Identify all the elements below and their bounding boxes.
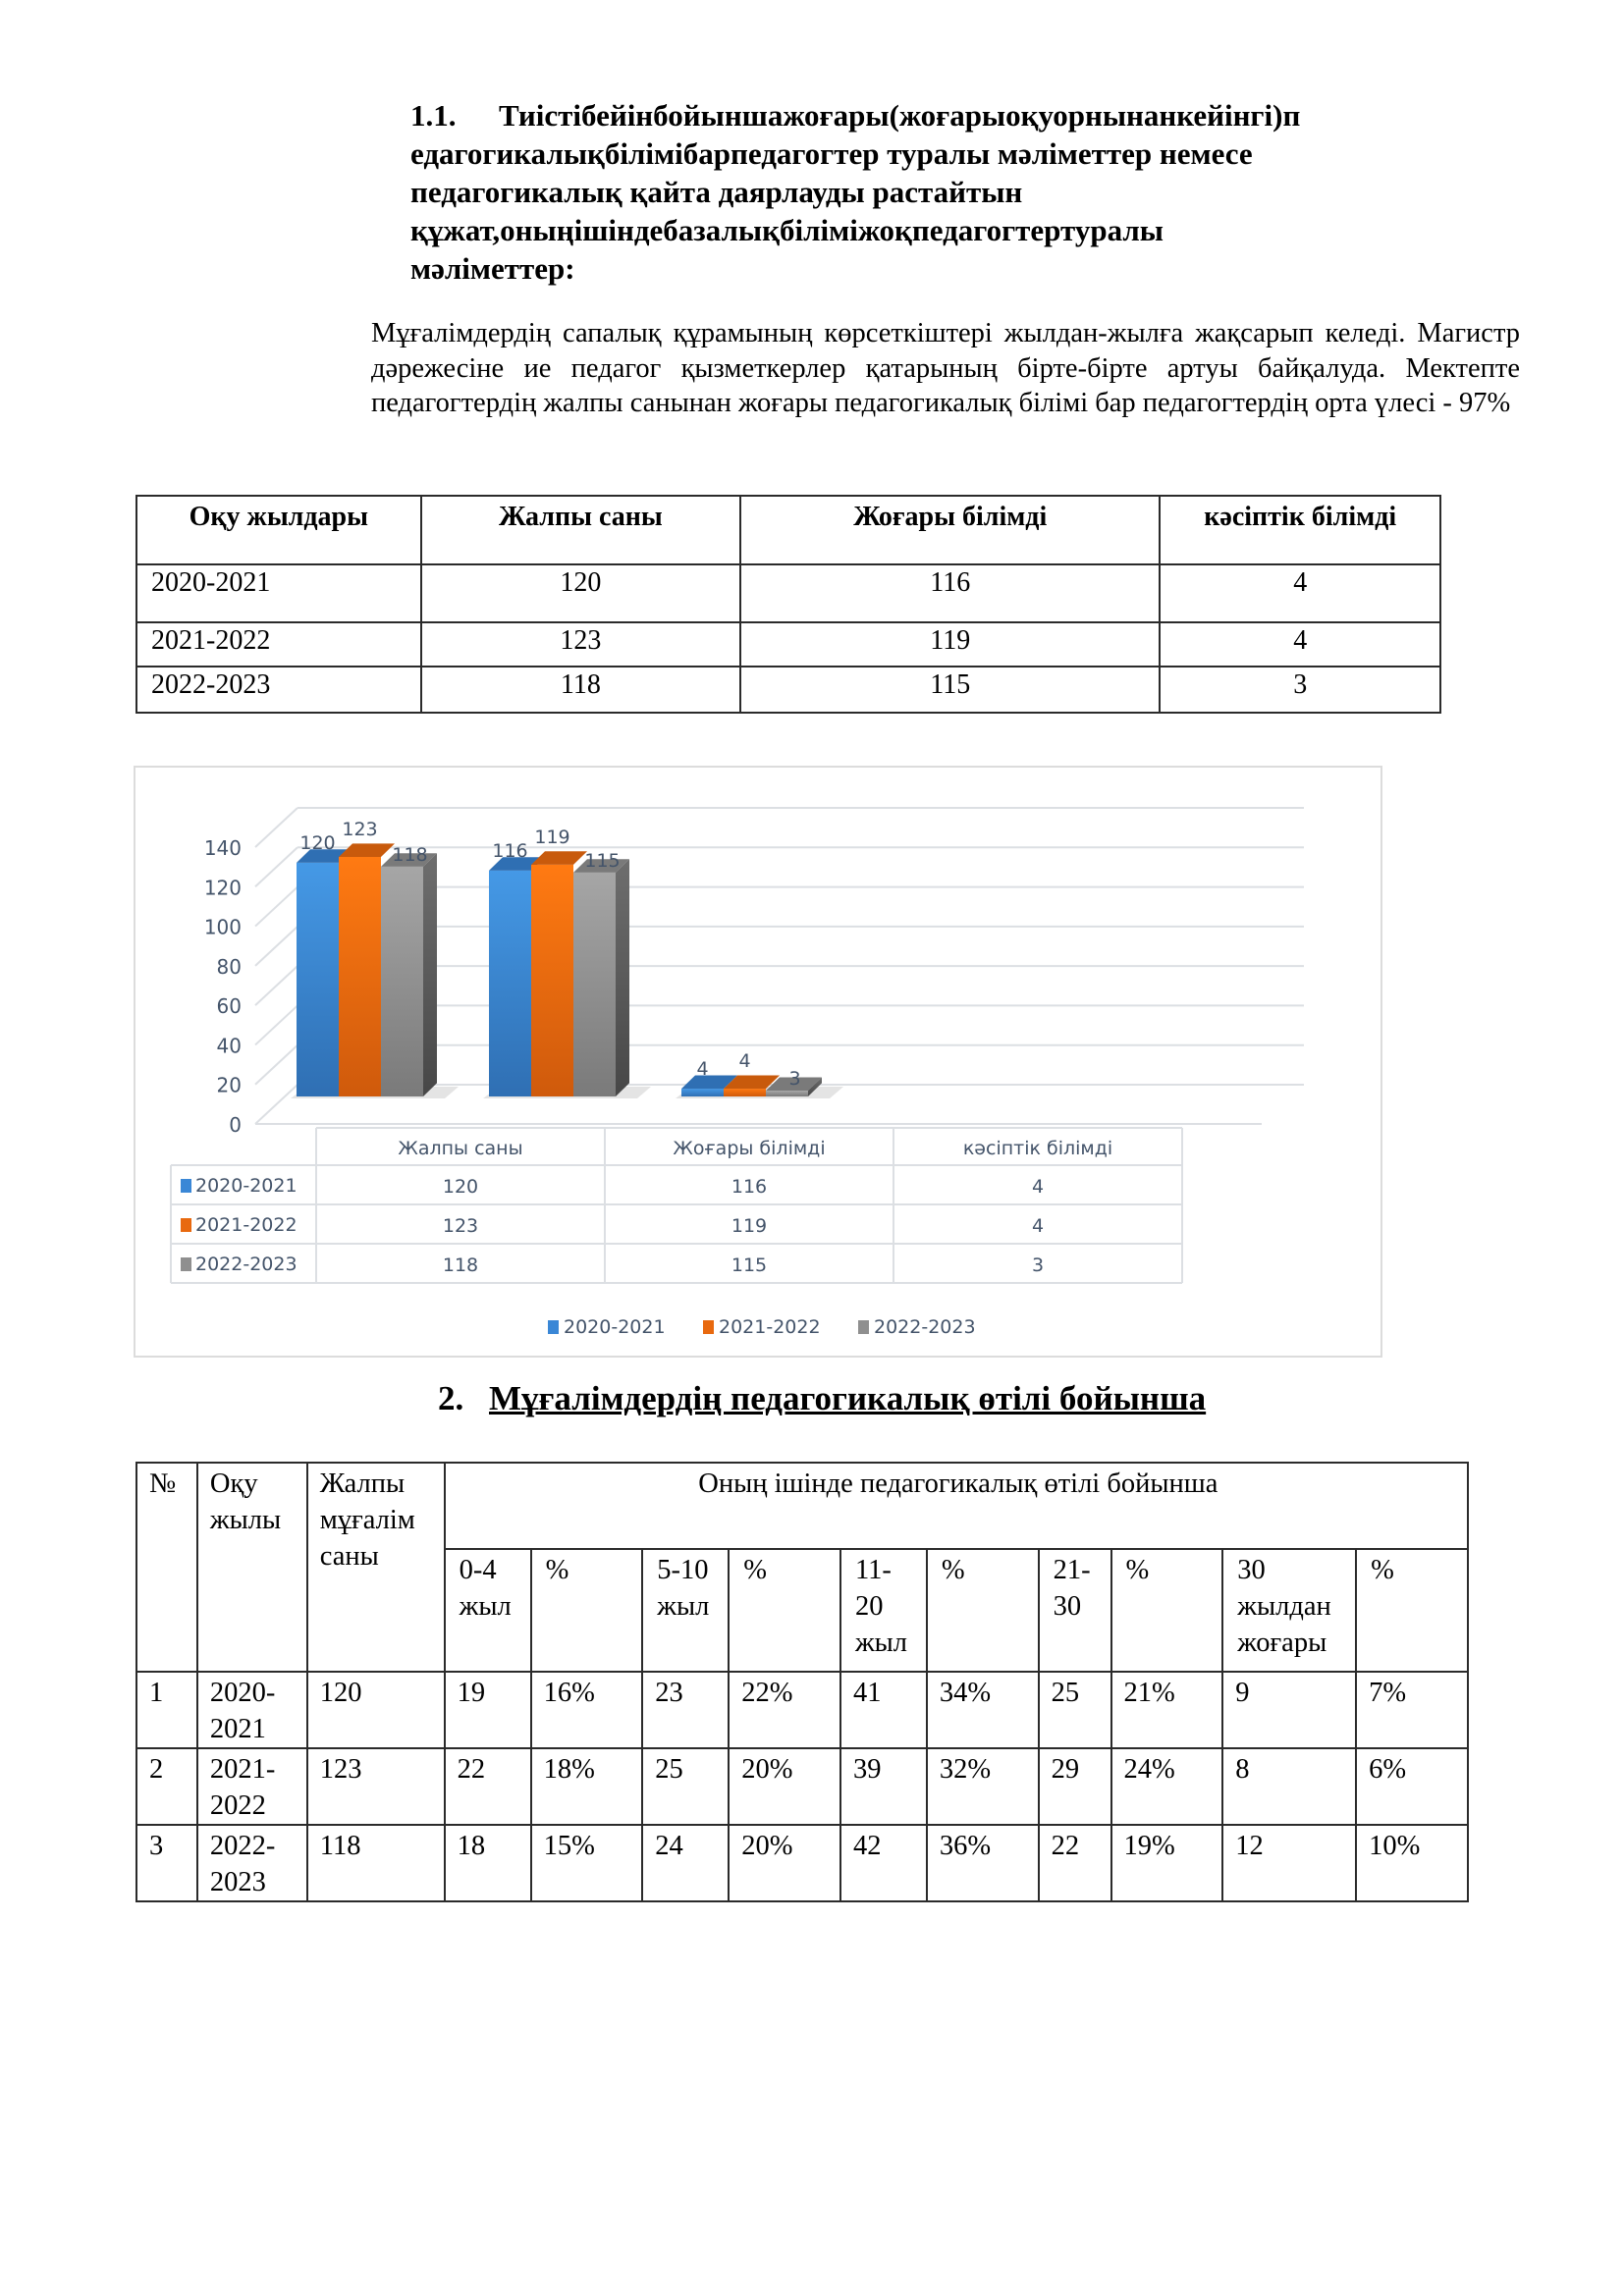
table-cell: 2020-2021: [197, 1672, 307, 1748]
table-cell: 3: [136, 1825, 197, 1901]
table-cell: 2022-2023: [197, 1825, 307, 1901]
svg-text:118: 118: [442, 1255, 479, 1276]
table-header-row: [136, 496, 1440, 564]
subheader-cell: 0-4 жыл: [445, 1549, 531, 1672]
header-cell-year: Оқу жылы: [197, 1463, 307, 1672]
svg-text:120: 120: [442, 1176, 479, 1198]
header-cell: Жалпы саны: [421, 496, 740, 564]
table-cell: 22: [445, 1748, 531, 1825]
section-heading-1-1: [410, 96, 1412, 288]
section-title: Мұғалімдердің педагогикалық өтілі бойынша: [489, 1379, 1207, 1417]
table-cell: 18: [445, 1825, 531, 1901]
subheader-cell: 21-30: [1039, 1549, 1111, 1672]
table-cell: 123: [421, 622, 740, 667]
heading-text: Тиістібейінбойыншажоғары(жоғарыоқуорнынанкейінгі)п: [499, 98, 1301, 133]
table-cell: 115: [740, 667, 1160, 713]
svg-text:119: 119: [534, 826, 570, 848]
table-cell: 25: [1039, 1672, 1111, 1748]
svg-text:115: 115: [731, 1255, 768, 1276]
heading-line: құжат,оныңішіндебазалықбіліміжоқпедагогтертуралы: [410, 213, 1164, 247]
header-cell: кәсіптік білімді: [1160, 496, 1440, 564]
table-row: [136, 1748, 1468, 1825]
table-cell: 2021-2022: [136, 622, 421, 667]
table-cell: 20%: [729, 1825, 840, 1901]
table-cell: 2020-2021: [136, 564, 421, 622]
svg-text:Жоғары білімді: Жоғары білімді: [673, 1138, 826, 1159]
education-table: [135, 495, 1441, 714]
section-heading-2: [438, 1379, 1206, 1418]
table-cell: 2: [136, 1748, 197, 1825]
svg-text:2022-2023: 2022-2023: [874, 1316, 976, 1338]
table-cell: 116: [740, 564, 1160, 622]
subheader-cell: %: [927, 1549, 1039, 1672]
svg-text:2021-2022: 2021-2022: [195, 1214, 298, 1236]
table-cell: 119: [740, 622, 1160, 667]
bars: [291, 819, 843, 1098]
svg-text:3: 3: [788, 1068, 801, 1091]
table-cell: 18%: [531, 1748, 643, 1825]
subheader-cell: %: [1356, 1549, 1468, 1672]
svg-text:118: 118: [392, 843, 428, 866]
table-header-row: [136, 1463, 1468, 1549]
table-row: [136, 1825, 1468, 1901]
table-cell: 32%: [927, 1748, 1039, 1825]
table-cell: 9: [1222, 1672, 1356, 1748]
table-cell: 118: [421, 667, 740, 713]
heading-line: едагогикалықбілімібарпедагогтер туралы мәліметтер немесе: [410, 136, 1253, 171]
svg-text:4: 4: [1031, 1176, 1045, 1198]
subheader-cell: 30 жылдан жоғары: [1222, 1549, 1356, 1672]
table-cell: 36%: [927, 1825, 1039, 1901]
svg-text:140: 140: [203, 836, 242, 860]
table-cell: 1: [136, 1672, 197, 1748]
svg-text:4: 4: [738, 1050, 751, 1073]
svg-text:116: 116: [492, 839, 528, 862]
chart-canvas: [135, 768, 1384, 1360]
svg-text:116: 116: [731, 1176, 768, 1198]
table-cell: 12: [1222, 1825, 1356, 1901]
table-cell: 8: [1222, 1748, 1356, 1825]
svg-text:120: 120: [299, 831, 336, 854]
table-cell: 41: [840, 1672, 927, 1748]
table-cell: 39: [840, 1748, 927, 1825]
table-cell: 19%: [1111, 1825, 1223, 1901]
svg-text:2022-2023: 2022-2023: [195, 1254, 298, 1275]
svg-text:123: 123: [342, 818, 378, 840]
table-cell: 23: [642, 1672, 729, 1748]
subheader-cell: %: [1111, 1549, 1223, 1672]
table-cell: 2021-2022: [197, 1748, 307, 1825]
table-cell: 10%: [1356, 1825, 1468, 1901]
header-cell-no: №: [136, 1463, 197, 1672]
table-cell: 4: [1160, 622, 1440, 667]
svg-text:4: 4: [696, 1058, 709, 1081]
svg-text:100: 100: [203, 915, 242, 939]
svg-text:3: 3: [1031, 1255, 1045, 1276]
table-cell: 22: [1039, 1825, 1111, 1901]
svg-text:2020-2021: 2020-2021: [195, 1175, 298, 1197]
svg-text:кәсіптік білімді: кәсіптік білімді: [962, 1138, 1113, 1159]
svg-text:60: 60: [216, 994, 242, 1019]
svg-text:20: 20: [216, 1073, 242, 1097]
table-row: [136, 1672, 1468, 1748]
table-cell: 3: [1160, 667, 1440, 713]
table-cell: 20%: [729, 1748, 840, 1825]
svg-text:40: 40: [216, 1034, 242, 1058]
subheader-cell: %: [531, 1549, 643, 1672]
table-cell: 4: [1160, 564, 1440, 622]
subheader-cell: 11-20 жыл: [840, 1549, 927, 1672]
table-cell: 19: [445, 1672, 531, 1748]
table-cell: 21%: [1111, 1672, 1223, 1748]
data-table: [171, 1128, 1182, 1283]
y-axis-labels: [204, 836, 242, 1137]
legend: [548, 1316, 976, 1338]
svg-text:4: 4: [1031, 1215, 1045, 1237]
subheader-cell: %: [729, 1549, 840, 1672]
heading-line: педагогикалық қайта даярлауды растайтын: [410, 175, 1023, 209]
svg-text:119: 119: [731, 1215, 768, 1237]
table-cell: 24%: [1111, 1748, 1223, 1825]
table-row: [136, 564, 1440, 622]
bar-chart: [134, 766, 1382, 1358]
table-row: [136, 622, 1440, 667]
header-cell-total: Жалпы мұғалім саны: [307, 1463, 445, 1672]
svg-text:0: 0: [229, 1113, 242, 1137]
table-cell: 118: [307, 1825, 445, 1901]
header-cell-group: Оның ішінде педагогикалық өтілі бойынша: [445, 1463, 1468, 1549]
table-cell: 22%: [729, 1672, 840, 1748]
table-cell: 2022-2023: [136, 667, 421, 713]
svg-text:Жалпы саны: Жалпы саны: [398, 1138, 523, 1159]
table-cell: 29: [1039, 1748, 1111, 1825]
intro-paragraph: Мұғалімдердің сапалық құрамының көрсеткіштері жылдан-жылға жақсарып келеді. Магистр дәрежесіне ие педагог қызметкерлер қатарының бірте-бірте артуы байқалуда. Мектепте педагогтердің жалпы санынан жоғары педагогикалық білімі бар педагогтердің орта үлесі - 97%: [371, 318, 1520, 418]
experience-table: [135, 1462, 1469, 1902]
header-cell: Жоғары білімді: [740, 496, 1160, 564]
table-cell: 7%: [1356, 1672, 1468, 1748]
table-cell: 25: [642, 1748, 729, 1825]
table-cell: 42: [840, 1825, 927, 1901]
svg-text:2021-2022: 2021-2022: [719, 1316, 821, 1338]
table-row: [136, 667, 1440, 713]
svg-text:120: 120: [203, 876, 242, 900]
svg-text:80: 80: [216, 954, 242, 979]
table-cell: 24: [642, 1825, 729, 1901]
table-cell: 16%: [531, 1672, 643, 1748]
table-cell: 120: [307, 1672, 445, 1748]
table-cell: 15%: [531, 1825, 643, 1901]
svg-text:123: 123: [442, 1215, 479, 1237]
table-cell: 120: [421, 564, 740, 622]
svg-text:2020-2021: 2020-2021: [564, 1316, 666, 1338]
table-cell: 123: [307, 1748, 445, 1825]
table-cell: 6%: [1356, 1748, 1468, 1825]
section-number: 1.1.: [410, 98, 457, 133]
header-cell: Оқу жылдары: [136, 496, 421, 564]
table-cell: 34%: [927, 1672, 1039, 1748]
svg-text:115: 115: [584, 849, 621, 872]
heading-line: [410, 96, 1412, 134]
heading-line: мәліметтер:: [410, 251, 575, 286]
subheader-cell: 5-10 жыл: [642, 1549, 729, 1672]
section-number: 2.: [438, 1379, 464, 1417]
